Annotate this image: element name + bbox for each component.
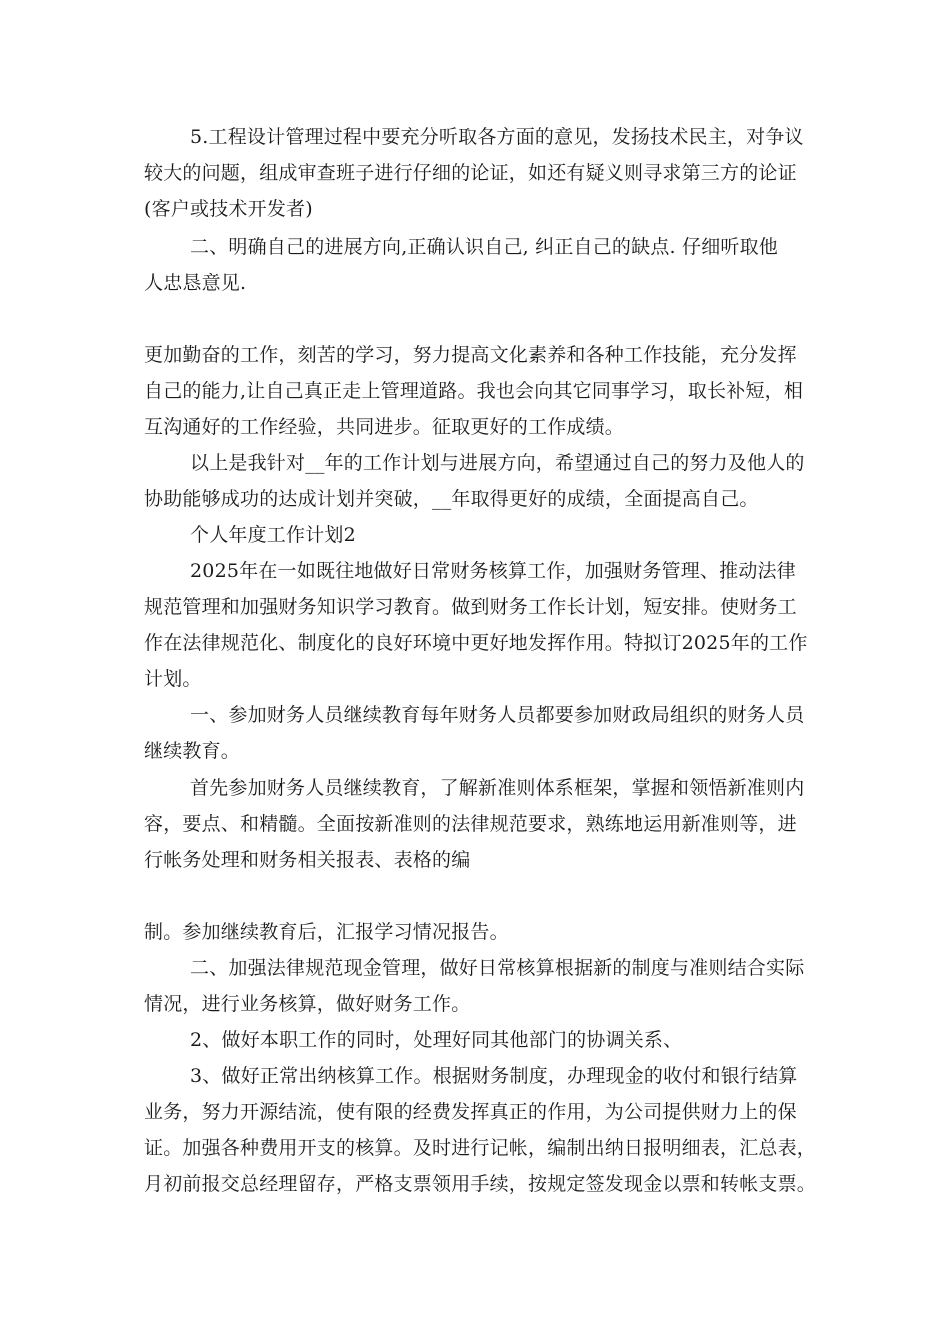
text-line: 业务，努力开源结流，使有限的经费发挥真正的作用，为公司提供财力上的保 — [144, 1101, 797, 1123]
text-line: 以上是我针对__年的工作计划与进展方向，希望通过自己的努力及他人的 — [190, 452, 805, 474]
text-line: 制。参加继续教育后，汇报学习情况报告。 — [144, 921, 509, 943]
text-line: 自己的能力,让自己真正走上管理道路。我也会向其它同事学习，取长补短，相 — [144, 380, 804, 402]
text-line: 月初前报交总经理留存，严格支票领用手续，按规定签发现金以票和转帐支票。 — [144, 1173, 817, 1195]
text-line: 继续教育。 — [144, 740, 241, 762]
text-line: 行帐务处理和财务相关报表、表格的编 — [144, 849, 471, 871]
text-line: 较大的问题，组成审查班子进行仔细的论证，如还有疑义则寻求第三方的论证 — [144, 162, 797, 184]
text-line: 人忠恳意见. — [144, 272, 247, 294]
text-line: 情况，进行业务核算，做好财务工作。 — [144, 993, 471, 1015]
text-line: 二、明确自己的进展方向,正确认识自己, 纠正自己的缺点. 仔细听取他 — [190, 236, 778, 258]
text-line: 二、加强法律规范现金管理，做好日常核算根据新的制度与准则结合实际 — [190, 957, 805, 979]
text-line: 容，要点、和精髓。全面按新准则的法律规范要求，熟练地运用新准则等，进 — [144, 813, 797, 835]
text-line: (客户或技术开发者) — [144, 198, 313, 220]
text-line: 2025年在一如既往地做好日常财务核算工作，加强财务管理、推动法律 — [190, 560, 796, 582]
text-line: 互沟通好的工作经验，共同进步。征取更好的工作成绩。 — [144, 416, 625, 438]
text-line: 计划。 — [144, 668, 202, 690]
text-line: 协助能够成功的达成计划并突破，__年取得更好的成绩，全面提高自己。 — [144, 488, 759, 510]
text-line: 更加勤奋的工作，刻苦的学习，努力提高文化素养和各种工作技能，充分发挥 — [144, 344, 797, 366]
text-line: 5.工程设计管理过程中要充分听取各方面的意见，发扬技术民主，对争议 — [190, 126, 804, 148]
section-heading: 个人年度工作计划2 — [190, 524, 356, 546]
text-line: 规范管理和加强财务知识学习教育。做到财务工作长计划，短安排。使财务工 — [144, 596, 797, 618]
text-line: 一、参加财务人员继续教育每年财务人员都要参加财政局组织的财务人员 — [190, 704, 805, 726]
text-line: 证。加强各种费用开支的核算。及时进行记帐，编制出纳日报明细表，汇总表， — [144, 1137, 817, 1159]
text-line: 3、做好正常出纳核算工作。根据财务制度，办理现金的收付和银行结算 — [190, 1065, 798, 1087]
text-line: 作在法律规范化、制度化的良好环境中更好地发挥作用。特拟订2025年的工作 — [144, 632, 808, 654]
text-line: 首先参加财务人员继续教育，了解新准则体系框架，掌握和领悟新准则内 — [190, 777, 805, 799]
text-line: 2、做好本职工作的同时，处理好同其他部门的协调关系、 — [190, 1029, 683, 1051]
